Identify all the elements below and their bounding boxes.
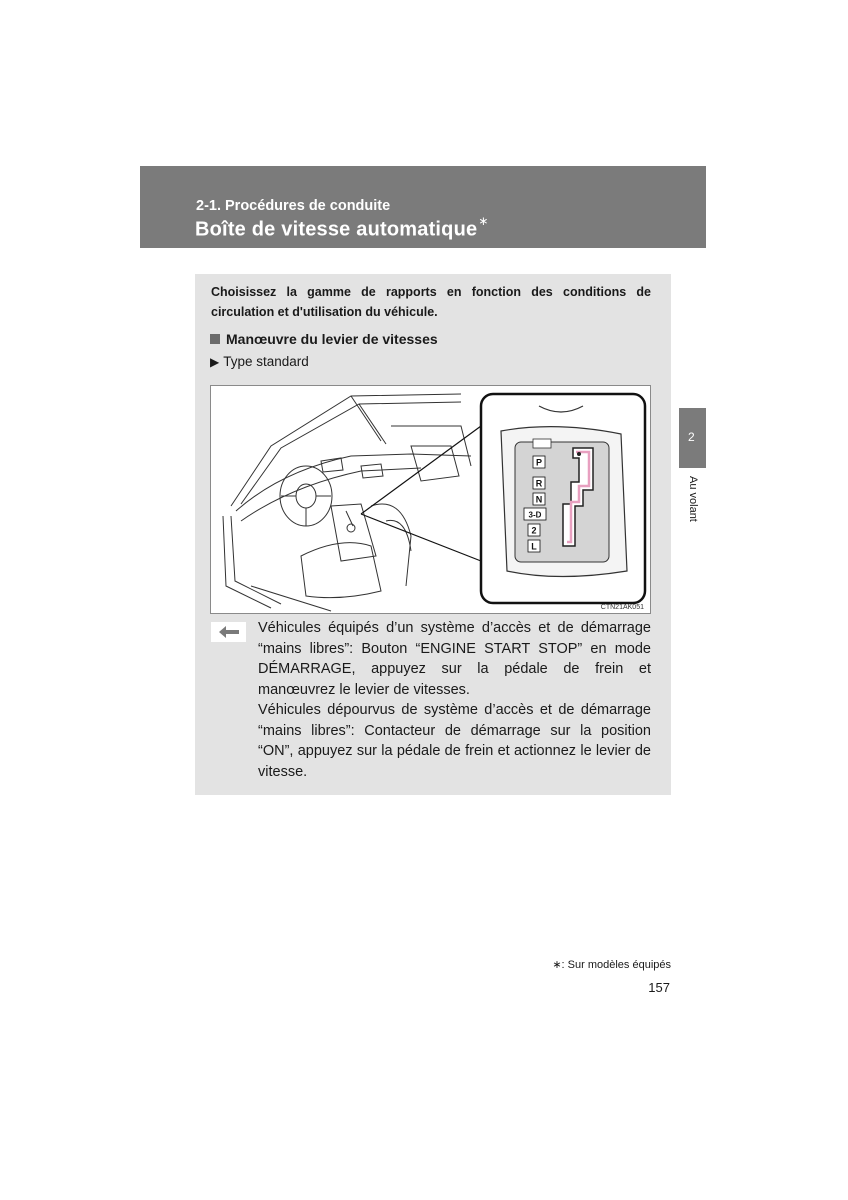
section-label: 2-1. Procédures de conduite [196, 198, 391, 214]
gear-label-l: L [531, 541, 537, 552]
note-without-keyless: Véhicules dépourvus de système d’accès et de démarrage “mains libres”: Contacteur de démarrage sur la position “ON”, appuyez sur la pédale de frein et actionnez le levier de vitesse. [258, 702, 651, 780]
variant-text: Type standard [223, 354, 309, 369]
shift-lever-figure [210, 385, 651, 614]
note-keyless: Véhicules équipés d’un système d’accès et de démarrage “mains libres”: Bouton “ENGINE START STOP” en mode DÉMARRAGE, appuyez sur la pédale de frein et manœuvrez le levier de vitesses. [258, 620, 651, 698]
square-bullet-icon [210, 334, 220, 344]
figure-code: CTN21AK051 [600, 604, 644, 611]
gear-label-n: N [535, 494, 543, 505]
intro-text: Choisissez la gamme de rapports en fonction des conditions de circulation et d'utilisation du véhicule. [211, 285, 651, 319]
page-title [195, 214, 489, 242]
page-header [140, 166, 706, 248]
chapter-number: 2 [688, 430, 695, 444]
triangle-right-icon: ▶ [210, 355, 220, 369]
footnote: ∗: Sur modèles équipés [552, 959, 671, 971]
chapter-label: Au volant [687, 476, 699, 522]
variant-label [210, 354, 309, 369]
arrow-left-icon [211, 622, 246, 642]
page-title-text: Boîte de vitesse automatique [195, 218, 478, 241]
gear-label-3d: 3-D [528, 510, 542, 520]
gear-label-2: 2 [531, 525, 537, 536]
gear-label-p: P [535, 457, 543, 468]
subheading [210, 331, 438, 347]
page-number: 157 [648, 980, 670, 995]
chapter-tab [679, 408, 706, 468]
car-interior-illustration [211, 386, 652, 615]
title-marker: ∗ [478, 214, 489, 228]
content-box [195, 274, 671, 795]
subheading-text: Manœuvre du levier de vitesses [226, 331, 438, 347]
gear-label-r: R [535, 478, 543, 489]
